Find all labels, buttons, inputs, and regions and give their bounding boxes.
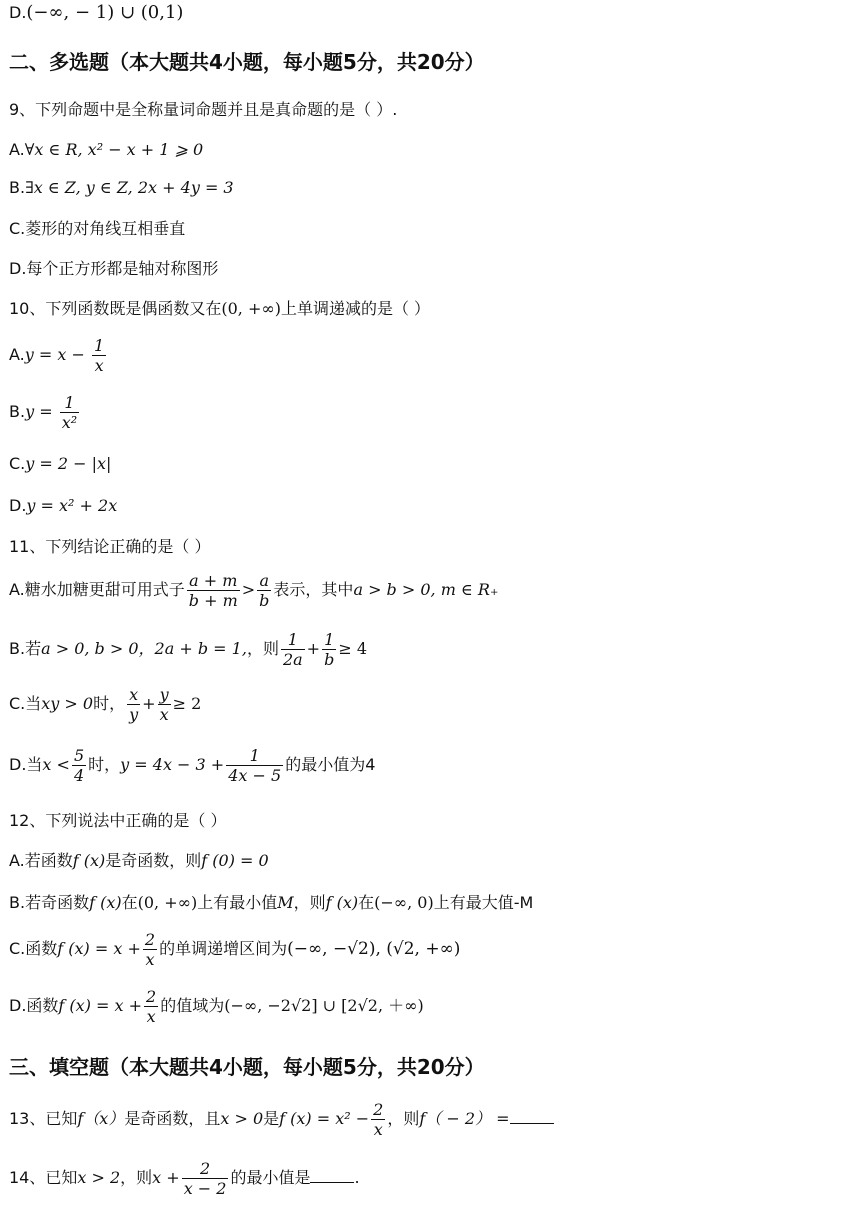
range-expr: (−∞, −2√2] ∪ [2√2, ＋∞) <box>224 996 424 1015</box>
numerator: 2 <box>373 1100 384 1119</box>
option-text: 时， <box>93 694 126 713</box>
option-expr: (−∞, − 1) ∪ (0,1) <box>26 2 184 23</box>
denominator: b <box>324 650 335 669</box>
option-text: 若 <box>25 639 42 658</box>
answer-blank[interactable] <box>510 1109 554 1124</box>
option-text: 函数 <box>25 939 58 958</box>
fraction <box>72 746 86 785</box>
q12-option-d <box>9 987 424 1026</box>
denominator: x <box>371 1119 385 1139</box>
q10-option-d <box>9 495 117 517</box>
option-text: 当 <box>26 755 43 774</box>
denominator: x <box>158 704 171 724</box>
option-label: C. <box>9 939 26 958</box>
fraction <box>182 1159 229 1198</box>
variable-m: M <box>277 893 294 912</box>
fraction <box>187 571 240 610</box>
fraction <box>143 930 157 969</box>
option-text: 在 <box>121 893 138 912</box>
option-text: 上有最小值 <box>197 893 278 912</box>
range-expr: (−∞, −√2), (√2, +∞) <box>287 939 461 959</box>
function-expr: f (x) = x² − <box>279 1109 370 1128</box>
fraction <box>226 746 283 785</box>
q10-option-c <box>9 453 111 475</box>
q12-option-b <box>9 892 533 914</box>
interval-expr: (0, +∞) <box>137 893 198 912</box>
numerator: 1 <box>287 630 298 649</box>
option-expr: y = <box>25 402 53 421</box>
option-label: A. <box>9 580 25 599</box>
option-expr: y = x² + 2x <box>26 496 118 515</box>
condition-expr: a > b > 0, m ∈ R₊ <box>353 580 499 599</box>
denominator: x² <box>61 413 78 432</box>
condition-expr: x < <box>42 755 70 774</box>
option-label: C. <box>9 694 26 713</box>
q11-option-b <box>9 630 367 669</box>
option-text: 当 <box>25 694 42 713</box>
inequality-tail: ≥ 2 <box>172 694 202 713</box>
denominator: x <box>92 355 106 375</box>
option-label: A. <box>9 345 25 364</box>
numerator: 5 <box>73 746 85 765</box>
option-label: C. <box>9 454 26 473</box>
stem-interval: (0, +∞) <box>221 299 281 318</box>
option-expr: ∀x ∈ R, x² − x + 1 ⩾ 0 <box>24 140 204 159</box>
inequality-tail: ≥ 4 <box>338 639 367 658</box>
option-label: D. <box>9 3 27 22</box>
option-text: 的最小值为4 <box>285 755 376 774</box>
q10-option-b <box>9 393 81 432</box>
option-text: 菱形的对角线互相垂直 <box>25 219 186 238</box>
option-label: D. <box>9 496 27 515</box>
q11-option-a <box>9 571 498 610</box>
q14 <box>9 1159 360 1198</box>
q12-option-c <box>9 930 460 969</box>
option-label: B. <box>9 402 26 421</box>
option-text: ，则 <box>293 893 326 912</box>
answer-blank[interactable] <box>310 1168 354 1183</box>
option-text: 若奇函数 <box>25 893 90 912</box>
denominator: 4x − 5 <box>228 766 282 785</box>
option-text: 表示，其中 <box>273 580 354 599</box>
option-text: 在 <box>358 893 375 912</box>
numerator: x <box>129 685 139 704</box>
option-expr: f (0) = 0 <box>201 851 269 870</box>
condition-expr: x > 0 <box>220 1109 264 1128</box>
q12-option-a <box>9 850 269 872</box>
numerator: 2 <box>144 930 156 949</box>
stem-text: 13、已知 <box>9 1109 78 1128</box>
stem-text: 10、下列函数既是偶函数又在 <box>9 299 222 318</box>
stem-text: 14、已知 <box>9 1168 78 1187</box>
option-text: 函数 <box>26 996 59 1015</box>
interval-expr: (−∞, 0) <box>374 893 434 912</box>
option-text: 上有最大值-M <box>433 893 534 912</box>
option-label: B. <box>9 893 26 912</box>
stem-text: 的最小值是 <box>230 1168 311 1187</box>
option-expr: f (x) = x + <box>57 939 141 958</box>
option-label: D. <box>9 996 27 1015</box>
q8-option-d <box>9 2 183 24</box>
fraction <box>281 630 305 669</box>
option-text: 时， <box>88 755 121 774</box>
option-expr: f (x) = x + <box>58 996 143 1015</box>
stem-text: ，则 <box>387 1109 420 1128</box>
numerator: 1 <box>64 393 75 412</box>
option-text: ，则 <box>246 639 279 658</box>
q13 <box>9 1100 554 1139</box>
denominator: y <box>129 705 139 724</box>
function-expr: f (x) <box>89 893 122 912</box>
option-expr: y = x − <box>24 345 85 364</box>
fraction <box>371 1100 385 1139</box>
denominator: x <box>144 1006 158 1026</box>
denominator: b + m <box>188 591 238 610</box>
option-label: B. <box>9 639 26 658</box>
option-expr: y = 4x − 3 + <box>120 755 225 774</box>
q9-option-d <box>9 258 218 280</box>
q9-option-a <box>9 139 203 161</box>
option-text: 是奇函数，则 <box>105 851 202 870</box>
denominator: b <box>259 591 270 610</box>
option-label: B. <box>9 178 26 197</box>
function-expr: f（x） <box>77 1109 125 1128</box>
denominator: x − 2 <box>183 1179 227 1198</box>
stem-text: 是 <box>263 1109 280 1128</box>
denominator: 4 <box>73 766 85 785</box>
condition-expr: xy > 0 <box>41 694 94 713</box>
numerator: 2 <box>146 987 157 1006</box>
q12-stem: 12、下列说法中正确的是（ ） <box>9 811 227 830</box>
fraction <box>322 630 336 669</box>
numerator: a + m <box>189 571 238 590</box>
numerator: 2 <box>199 1159 211 1178</box>
option-label: D. <box>9 259 27 278</box>
option-expr: x + <box>152 1168 180 1187</box>
ask-expr: f（ − 2） = <box>419 1109 510 1128</box>
q10-stem <box>9 298 430 320</box>
function-expr: f (x) <box>325 893 359 912</box>
section-title-fill-in: 三、填空题（本大题共4小题，每小题5分，共20分） <box>9 1055 485 1079</box>
numerator: 1 <box>324 630 335 649</box>
operator: + <box>306 639 321 658</box>
fraction <box>60 393 79 432</box>
condition-expr: a > 0, b > 0，2a + b = 1, <box>41 639 247 658</box>
denominator: x <box>143 949 157 969</box>
q11-option-c <box>9 685 201 724</box>
numerator: y <box>159 685 169 704</box>
numerator: a <box>259 571 270 590</box>
option-text: 糖水加糖更甜可用式子 <box>24 580 185 599</box>
numerator: 1 <box>93 336 105 355</box>
option-label: C. <box>9 219 26 238</box>
q9-stem: 9、下列命题中是全称量词命题并且是真命题的是（ ）. <box>9 100 398 119</box>
function-expr: f (x) <box>72 851 106 870</box>
stem-text: ，则 <box>120 1168 153 1187</box>
option-label: D. <box>9 755 27 774</box>
q9-option-c <box>9 218 185 240</box>
option-label: A. <box>9 851 25 870</box>
stem-text: 上单调递减的是（ ） <box>280 299 431 318</box>
fraction <box>144 987 158 1026</box>
fraction <box>158 685 171 724</box>
section-title-multiple-choice: 二、多选题（本大题共4小题，每小题5分，共20分） <box>9 50 485 74</box>
option-text: 的值域为 <box>160 996 225 1015</box>
operator: + <box>142 694 156 713</box>
condition-expr: x > 2 <box>77 1168 121 1187</box>
operator: > <box>241 580 256 599</box>
stem-text: . <box>354 1168 360 1187</box>
fraction <box>257 571 271 610</box>
q9-option-b <box>9 177 234 199</box>
option-expr: ∃x ∈ Z, y ∈ Z, 2x + 4y = 3 <box>25 178 234 197</box>
fraction <box>127 685 140 724</box>
numerator: 1 <box>249 746 260 765</box>
option-text: 每个正方形都是轴对称图形 <box>26 259 219 278</box>
denominator: 2a <box>282 650 303 669</box>
option-label: A. <box>9 140 25 159</box>
q11-option-d <box>9 746 375 785</box>
fraction <box>92 336 106 375</box>
q10-option-a <box>9 336 108 375</box>
option-expr: y = 2 − |x| <box>25 454 112 473</box>
stem-text: 是奇函数，且 <box>124 1109 221 1128</box>
q11-stem: 11、下列结论正确的是（ ） <box>9 537 211 556</box>
option-text: 若函数 <box>24 851 73 870</box>
option-text: 的单调递增区间为 <box>159 939 288 958</box>
